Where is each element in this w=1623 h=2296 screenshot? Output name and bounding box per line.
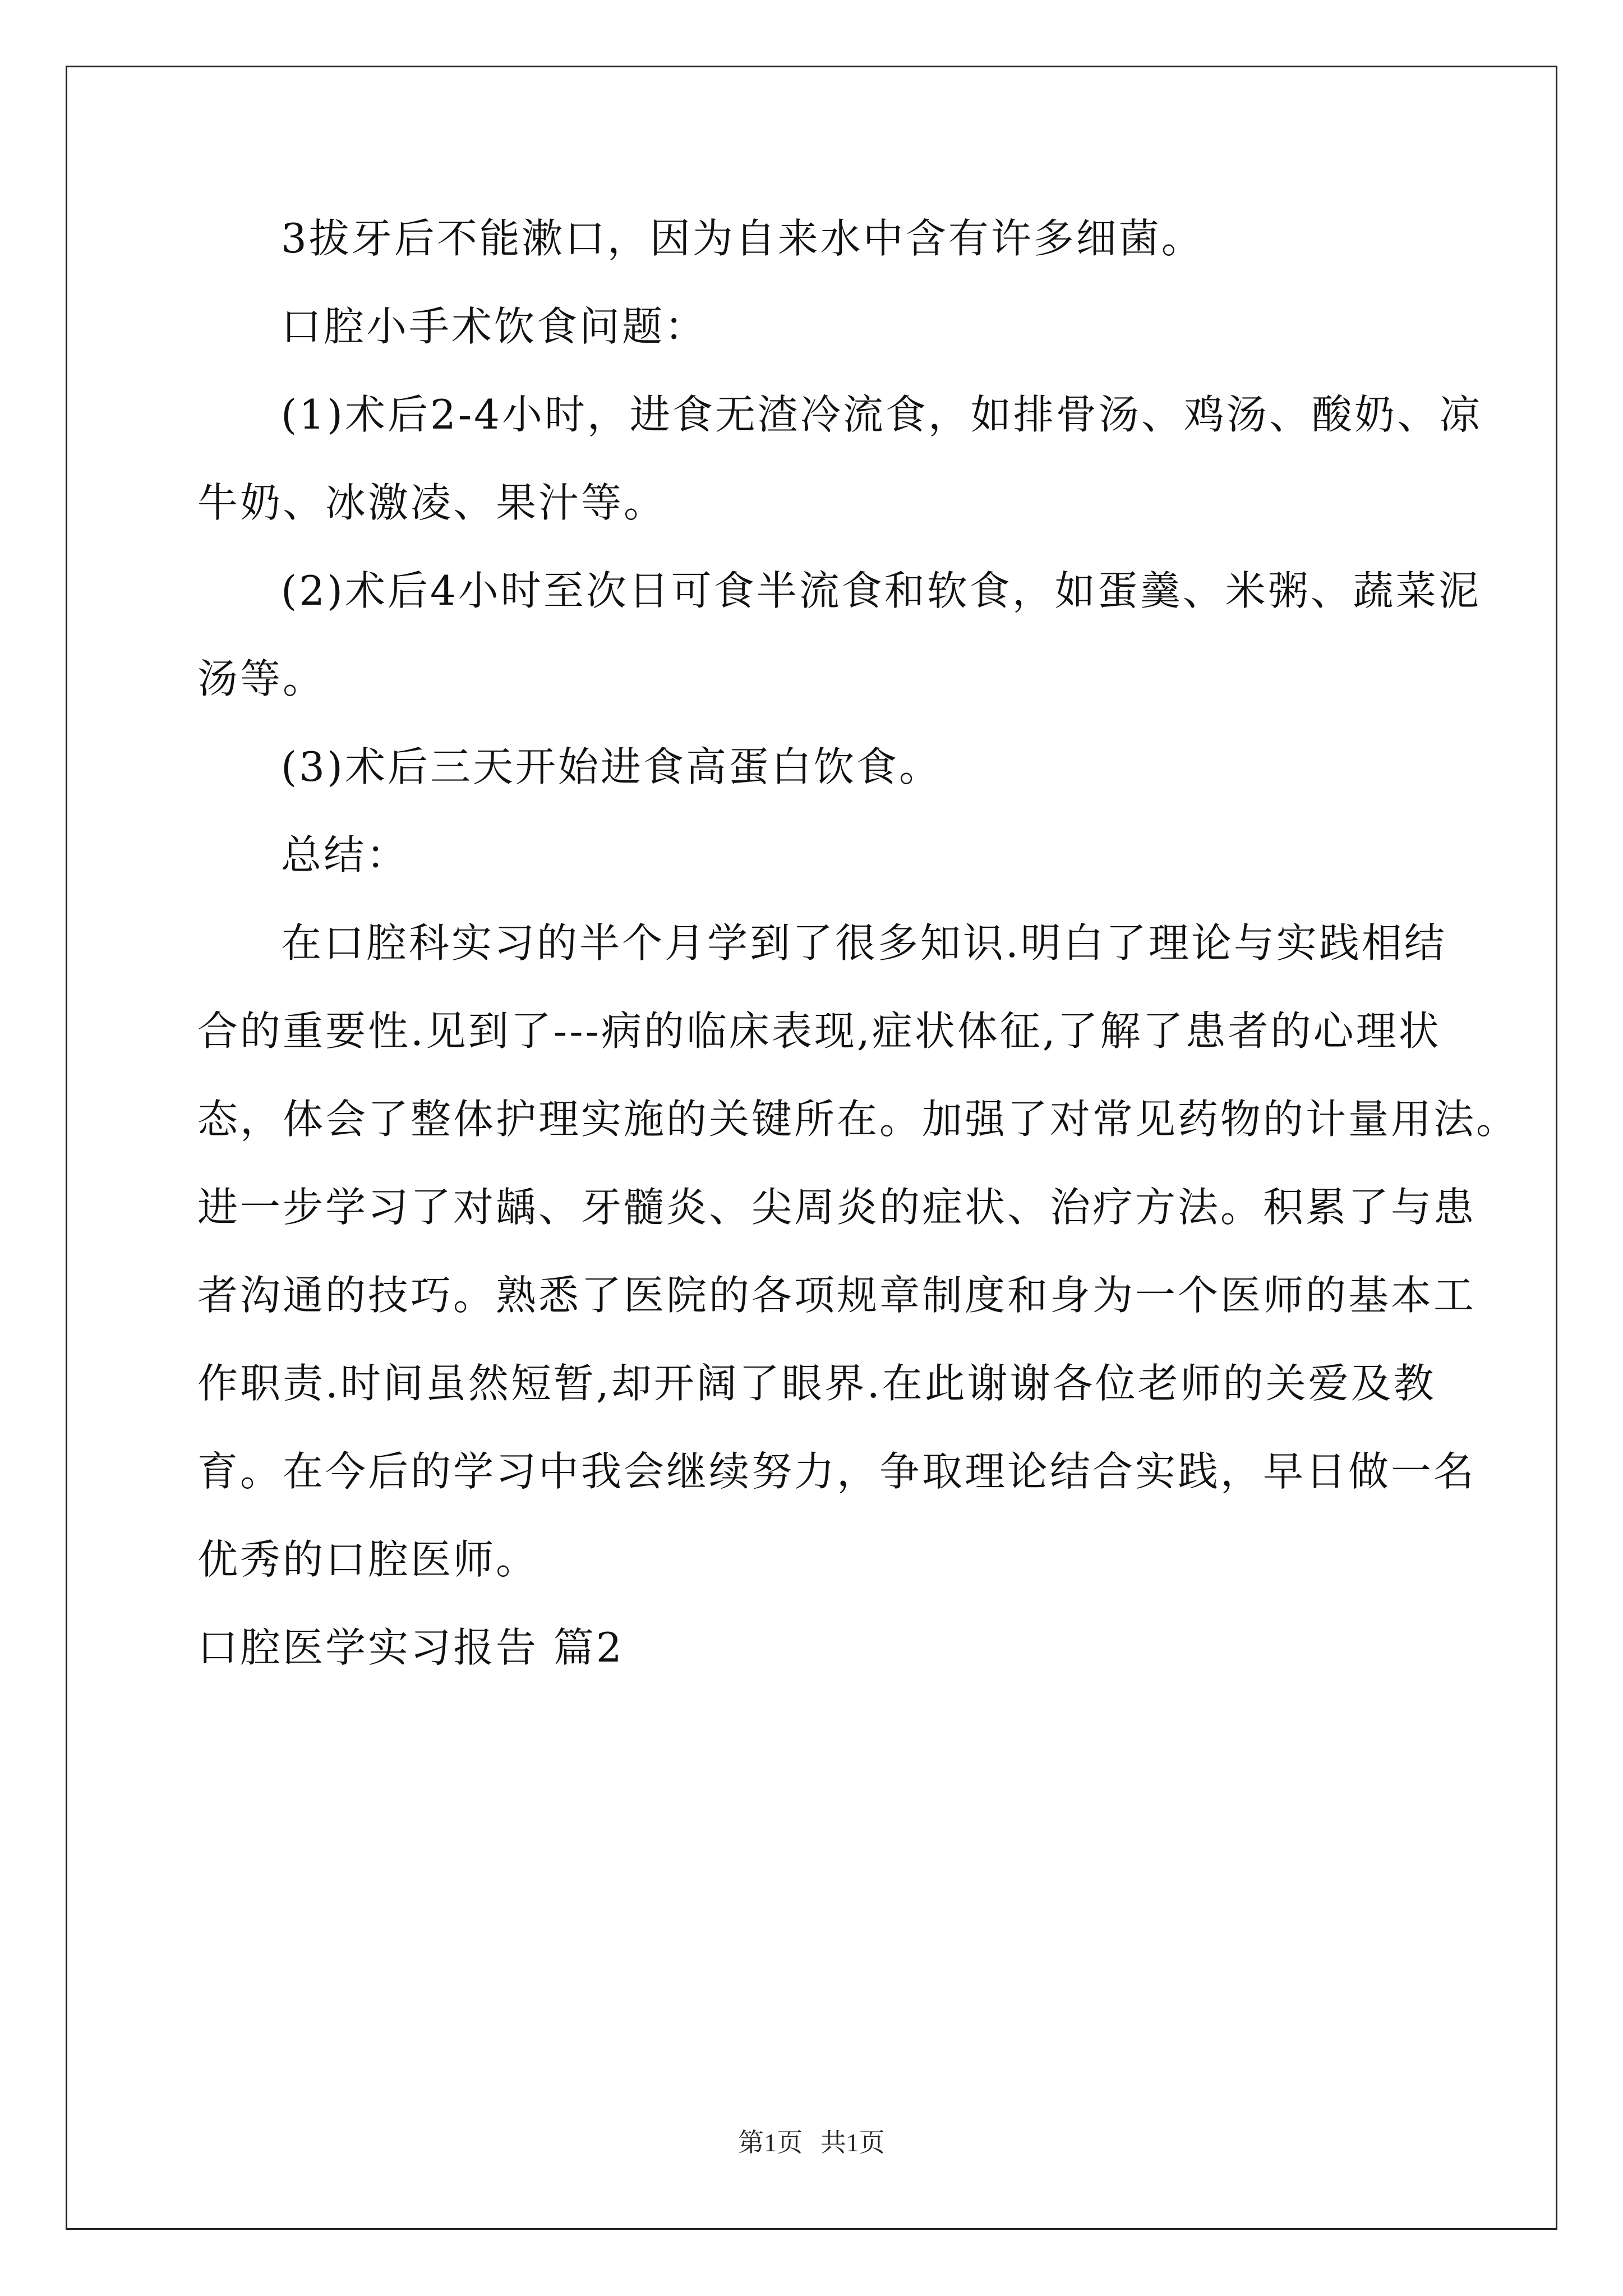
paragraph-line: 育。在今后的学习中我会继续努力，争取理论结合实践，早日做一名 (197, 1448, 1477, 1495)
paragraph-line: 牛奶、冰激凌、果汁等。 (197, 479, 667, 526)
paragraph-line: 合的重要性.见到了---病的临床表现,症状体征,了解了患者的心理状 (197, 1007, 1441, 1055)
paragraph-line: 态，体会了整体护理实施的关键所在。加强了对常见药物的计量用法。 (197, 1096, 1519, 1143)
page-number: 第1页 (738, 2128, 803, 2157)
paragraph-line: (1)术后2-4小时，进食无渣冷流食，如排骨汤、鸡汤、酸奶、凉 (281, 391, 1482, 438)
paragraph-line: 优秀的口腔医师。 (197, 1536, 539, 1583)
section-heading: 总结： (281, 831, 409, 878)
paragraph-line: 口腔小手术饮食问题： (281, 303, 708, 350)
total-pages: 共1页 (820, 2128, 885, 2157)
paragraph-line: 汤等。 (197, 655, 326, 702)
paragraph-line: 在口腔科实习的半个月学到了很多知识.明白了理论与实践相结 (281, 919, 1447, 967)
paragraph-line: (2)术后4小时至次日可食半流食和软食，如蛋羹、米粥、蔬菜泥 (281, 567, 1481, 614)
paragraph-line: 作职责.时间虽然短暂,却开阔了眼界.在此谢谢各位老师的关爱及教 (197, 1360, 1436, 1407)
paragraph-line: 进一步学习了对龋、牙髓炎、尖周炎的症状、治疗方法。积累了与患 (197, 1184, 1477, 1231)
paragraph-line: 者沟通的技巧。熟悉了医院的各项规章制度和身为一个医师的基本工 (197, 1272, 1477, 1319)
paragraph-line: (3)术后三天开始进食高蛋白饮食。 (281, 743, 942, 790)
page-footer (0, 2126, 1623, 2160)
report-section-title: 口腔医学实习报告 篇2 (197, 1624, 624, 1671)
paragraph-line: 3拔牙后不能漱口，因为自来水中含有许多细菌。 (281, 215, 1204, 262)
